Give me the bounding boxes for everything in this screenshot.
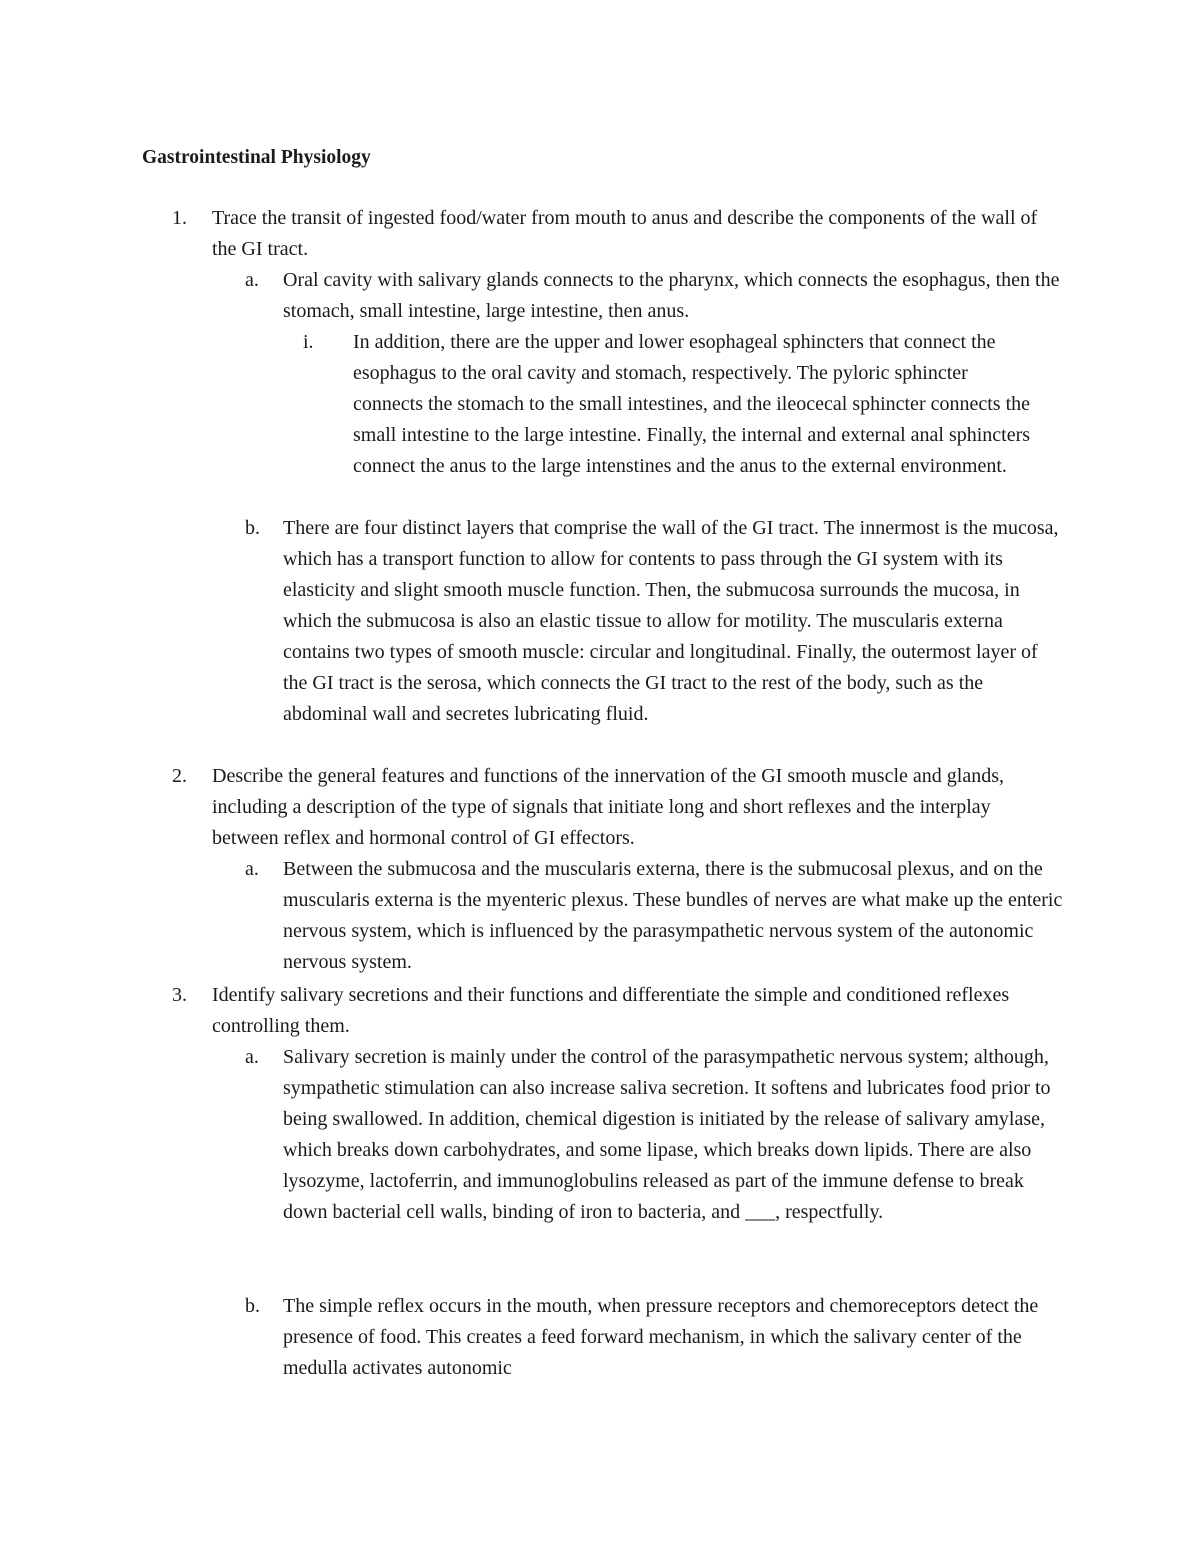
q3-a-text: Salivary secretion is mainly under the control of the parasympathetic nervous system; although, sympathetic stimulation can also increase saliva secretion. It softens and lubricates food prior to being swallowed. In addition, chemical digestion is initiated by the release of salivary amylase, which breaks down carbohydrates, and some lipase, which breaks down lipids. There are also lysozyme, lactoferrin, and immunoglobulins released as part of the immune defense to break down bacterial cell walls, binding of iron to bacteria, and ___, respectfully.	[283, 1046, 1051, 1223]
q3-b-marker: b.	[245, 1295, 260, 1317]
q2-a-text: Between the submucosa and the muscularis externa, there is the submucosal plexus, and on the muscularis externa is the myenteric plexus. These bundles of nerves are what make up the enteric nervous system, which is influenced by the parasympathetic nervous system of the autonomic nervous system.	[283, 858, 1063, 973]
q2-a-marker: a.	[245, 858, 259, 880]
document-title: Gastrointestinal Physiology	[142, 147, 371, 168]
q1-a-i-marker: i.	[303, 331, 314, 353]
q3-text: Identify salivary secretions and their functions and differentiate the simple and conditioned reflexes controlling them.	[212, 984, 1010, 1037]
q1-a-i-text: In addition, there are the upper and lower esophageal sphincters that connect the esophagus to the oral cavity and stomach, respectively. The pyloric sphincter connects the stomach to the small intestines, and the ileocecal sphincter connects the small intestine to the large intestine. Finally, the internal and external anal sphincters connect the anus to the large intenstines and the anus to the external environment.	[353, 331, 1031, 477]
q1-text: Trace the transit of ingested food/water from mouth to anus and describe the components of the wall of the GI tract.	[212, 207, 1038, 260]
q1-number: 1.	[172, 207, 187, 229]
q1-a-text: Oral cavity with salivary glands connects to the pharynx, which connects the esophagus, then the stomach, small intestine, large intestine, then anus.	[283, 269, 1060, 322]
q1-b-text: There are four distinct layers that comprise the wall of the GI tract. The innermost is the mucosa, which has a transport function to allow for contents to pass through the GI system with its elasticity and slight smooth muscle function. Then, the submucosa surrounds the mucosa, in which the submucosa is also an elastic tissue to allow for motility. The muscularis externa contains two types of smooth muscle: circular and longitudinal. Finally, the outermost layer of the GI tract is the serosa, which connects the GI tract to the rest of the body, such as the abdominal wall and secretes lubricating fluid.	[283, 517, 1059, 725]
q2-text: Describe the general features and functions of the innervation of the GI smooth muscle and glands, including a description of the type of signals that initiate long and short reflexes and the interplay between reflex and hormonal control of GI effectors.	[212, 765, 1004, 849]
q3-b-text: The simple reflex occurs in the mouth, when pressure receptors and chemoreceptors detect the presence of food. This creates a feed forward mechanism, in which the salivary center of the medulla activates autonomic	[283, 1295, 1039, 1379]
q1-b-marker: b.	[245, 517, 260, 539]
q2-number: 2.	[172, 765, 187, 787]
q1-a-marker: a.	[245, 269, 259, 291]
q3-number: 3.	[172, 984, 187, 1006]
q3-a-marker: a.	[245, 1046, 259, 1068]
